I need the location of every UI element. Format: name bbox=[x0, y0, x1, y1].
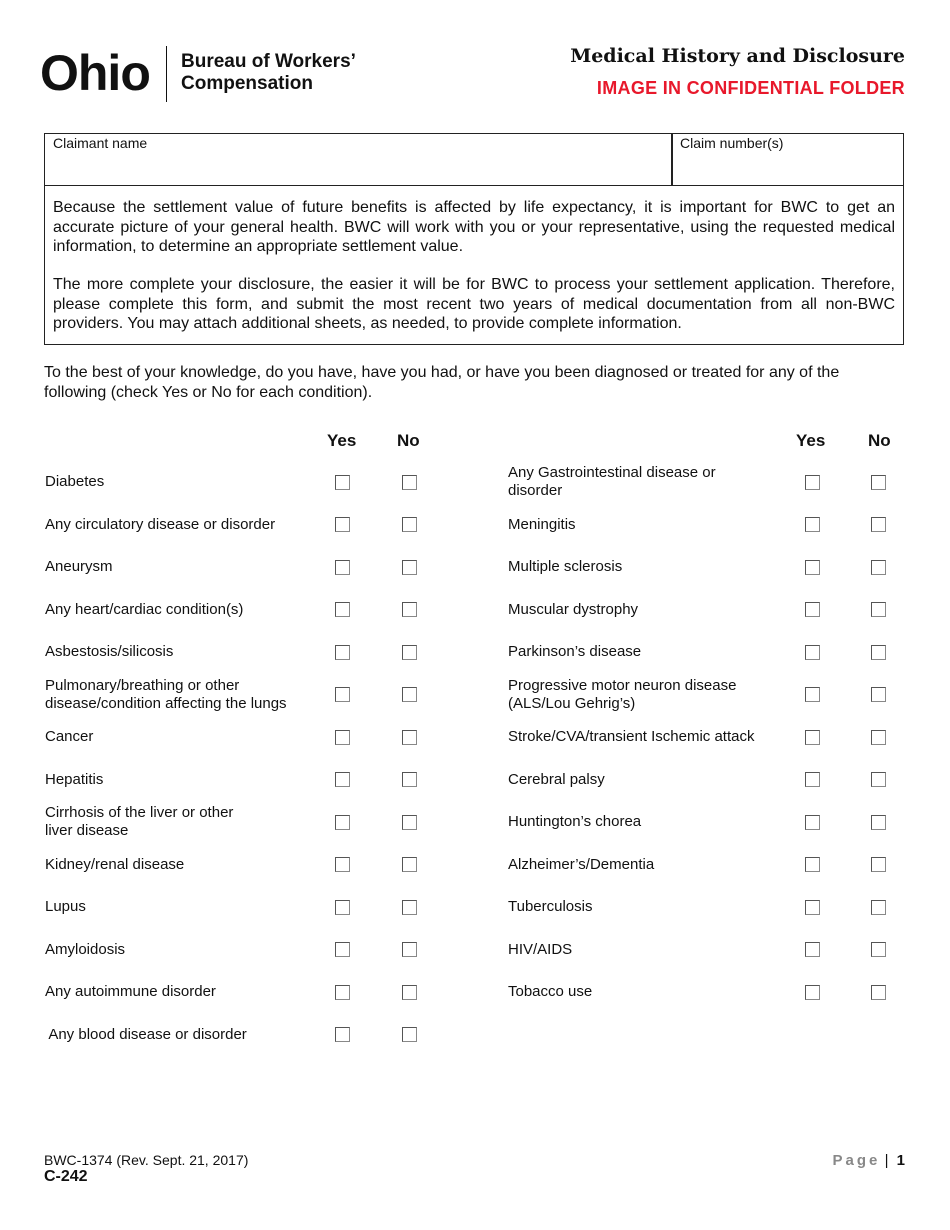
left-no-checkbox[interactable] bbox=[402, 772, 417, 787]
question-text: To the best of your knowledge, do you have, have you had, or have you been diagnosed or treated for any of the following (check Yes or No for each condition). bbox=[44, 364, 840, 401]
left-no-checkbox[interactable] bbox=[402, 900, 417, 915]
condition-label: Any Gastrointestinal disease or disorder bbox=[508, 464, 716, 499]
claim-number-field[interactable]: Claim number(s) bbox=[680, 135, 784, 151]
right-no-checkbox[interactable] bbox=[871, 475, 886, 490]
condition-label: Pulmonary/breathing or other disease/condition affecting the lungs bbox=[45, 676, 287, 712]
left-yes-checkbox[interactable] bbox=[335, 900, 350, 915]
condition-label: Alzheimer’s/Dementia bbox=[508, 855, 655, 873]
page-indicator bbox=[833, 1152, 905, 1169]
left-yes-checkbox[interactable] bbox=[335, 985, 350, 1000]
condition-label: Cancer bbox=[45, 728, 94, 745]
page-separator: | bbox=[884, 1152, 889, 1169]
confidential-notice: IMAGE IN CONFIDENTIAL FOLDER bbox=[596, 78, 905, 98]
logo-bureau-name bbox=[181, 51, 356, 95]
condition-label: Aneurysm bbox=[45, 558, 113, 575]
left-no-checkbox[interactable] bbox=[402, 985, 417, 1000]
right-no-checkbox[interactable] bbox=[871, 900, 886, 915]
left-yes-checkbox[interactable] bbox=[335, 602, 350, 617]
logo-bureau-line2: Compensation bbox=[181, 73, 313, 94]
field-divider bbox=[671, 134, 673, 186]
condition-label: Any blood disease or disorder bbox=[45, 1025, 247, 1043]
left-no-checkbox[interactable] bbox=[402, 517, 417, 532]
condition-label: Tobacco use bbox=[508, 983, 593, 1000]
left-no-checkbox[interactable] bbox=[402, 602, 417, 617]
right-no-checkbox[interactable] bbox=[871, 942, 886, 957]
page-title: Medical History and Disclosure bbox=[570, 45, 905, 67]
condition-label: Progressive motor neuron disease (ALS/Lou Gehrig’s) bbox=[508, 676, 737, 712]
claimant-name-field[interactable]: Claimant name bbox=[53, 135, 148, 151]
left-yes-checkbox[interactable] bbox=[335, 1027, 350, 1042]
left-no-checkbox[interactable] bbox=[402, 687, 417, 702]
intro-paragraph-2: The more complete your disclosure, the easier it will be for BWC to process your settlement application. Therefore, please complete this form, and submit the most recent two years of medical documentation from all non-BWC providers. You may attach additional sheets, as needed, to provide complete information. bbox=[53, 276, 895, 332]
right-yes-checkbox[interactable] bbox=[805, 900, 820, 915]
left-yes-checkbox[interactable] bbox=[335, 772, 350, 787]
left-no-checkbox[interactable] bbox=[402, 815, 417, 830]
condition-label: Muscular dystrophy bbox=[508, 600, 639, 618]
right-yes-checkbox[interactable] bbox=[805, 645, 820, 660]
left-yes-checkbox[interactable] bbox=[335, 857, 350, 872]
yes-header-left: Yes bbox=[327, 431, 357, 450]
right-yes-checkbox[interactable] bbox=[805, 730, 820, 745]
right-no-checkbox[interactable] bbox=[871, 687, 886, 702]
right-yes-checkbox[interactable] bbox=[805, 857, 820, 872]
condition-label: Any heart/cardiac condition(s) bbox=[45, 600, 244, 618]
yes-header-right: Yes bbox=[796, 431, 826, 450]
page-label: Page bbox=[832, 1152, 881, 1169]
condition-label: Stroke/CVA/transient Ischemic attack bbox=[508, 728, 755, 745]
right-no-checkbox[interactable] bbox=[871, 645, 886, 660]
right-yes-checkbox[interactable] bbox=[805, 475, 820, 490]
condition-label: Lupus bbox=[45, 898, 86, 915]
left-no-checkbox[interactable] bbox=[402, 942, 417, 957]
condition-label: HIV/AIDS bbox=[508, 940, 573, 958]
right-no-checkbox[interactable] bbox=[871, 517, 886, 532]
logo-divider bbox=[166, 46, 167, 102]
right-yes-checkbox[interactable] bbox=[805, 942, 820, 957]
right-no-checkbox[interactable] bbox=[871, 772, 886, 787]
condition-label: Amyloidosis bbox=[45, 940, 126, 958]
right-yes-checkbox[interactable] bbox=[805, 560, 820, 575]
claimant-fields-row bbox=[45, 134, 903, 186]
condition-label: Multiple sclerosis bbox=[508, 558, 623, 575]
condition-label: Diabetes bbox=[45, 473, 105, 490]
left-no-checkbox[interactable] bbox=[402, 645, 417, 660]
left-yes-checkbox[interactable] bbox=[335, 560, 350, 575]
right-yes-checkbox[interactable] bbox=[805, 687, 820, 702]
condition-label: Any circulatory disease or disorder bbox=[45, 515, 276, 533]
condition-label: Parkinson’s disease bbox=[508, 643, 642, 660]
right-yes-checkbox[interactable] bbox=[805, 772, 820, 787]
condition-label: Hepatitis bbox=[45, 770, 104, 788]
condition-label: Asbestosis/silicosis bbox=[45, 643, 174, 660]
left-no-checkbox[interactable] bbox=[402, 475, 417, 490]
right-no-checkbox[interactable] bbox=[871, 560, 886, 575]
condition-label: Huntington’s chorea bbox=[508, 813, 642, 830]
left-no-checkbox[interactable] bbox=[402, 857, 417, 872]
right-yes-checkbox[interactable] bbox=[805, 815, 820, 830]
left-no-checkbox[interactable] bbox=[402, 560, 417, 575]
condition-label: Cirrhosis of the liver or other liver disease bbox=[45, 804, 234, 839]
no-header-right: No bbox=[868, 431, 891, 450]
condition-label: Meningitis bbox=[508, 515, 576, 533]
right-no-checkbox[interactable] bbox=[871, 602, 886, 617]
right-yes-checkbox[interactable] bbox=[805, 517, 820, 532]
no-header-left: No bbox=[397, 431, 420, 450]
form-number: BWC-1374 (Rev. Sept. 21, 2017) bbox=[44, 1152, 249, 1168]
condition-label: Tuberculosis bbox=[508, 898, 593, 915]
left-yes-checkbox[interactable] bbox=[335, 517, 350, 532]
right-yes-checkbox[interactable] bbox=[805, 985, 820, 1000]
page-number: 1 bbox=[896, 1152, 905, 1169]
condition-label: Kidney/renal disease bbox=[45, 855, 185, 873]
left-no-checkbox[interactable] bbox=[402, 730, 417, 745]
condition-label: Cerebral palsy bbox=[508, 770, 605, 788]
right-no-checkbox[interactable] bbox=[871, 985, 886, 1000]
right-yes-checkbox[interactable] bbox=[805, 602, 820, 617]
right-no-checkbox[interactable] bbox=[871, 730, 886, 745]
left-yes-checkbox[interactable] bbox=[335, 687, 350, 702]
left-yes-checkbox[interactable] bbox=[335, 815, 350, 830]
logo-ohio-wordmark: Ohio bbox=[40, 45, 150, 101]
left-yes-checkbox[interactable] bbox=[335, 730, 350, 745]
right-no-checkbox[interactable] bbox=[871, 815, 886, 830]
left-yes-checkbox[interactable] bbox=[335, 645, 350, 660]
claimant-info-box bbox=[44, 133, 904, 345]
logo-bureau-line1: Bureau of Workers’ bbox=[181, 51, 356, 72]
intro-paragraph-1: Because the settlement value of future benefits is affected by life expectancy, it is important for BWC to get an accurate picture of your general health. BWC will work with you or your representative, using the requested medical information, to determine an appropriate settlement value. bbox=[53, 199, 895, 255]
left-yes-checkbox[interactable] bbox=[335, 475, 350, 490]
right-no-checkbox[interactable] bbox=[871, 857, 886, 872]
left-no-checkbox[interactable] bbox=[402, 1027, 417, 1042]
condition-label: Any autoimmune disorder bbox=[45, 983, 216, 1000]
form-code: C-242 bbox=[44, 1168, 88, 1185]
left-yes-checkbox[interactable] bbox=[335, 942, 350, 957]
